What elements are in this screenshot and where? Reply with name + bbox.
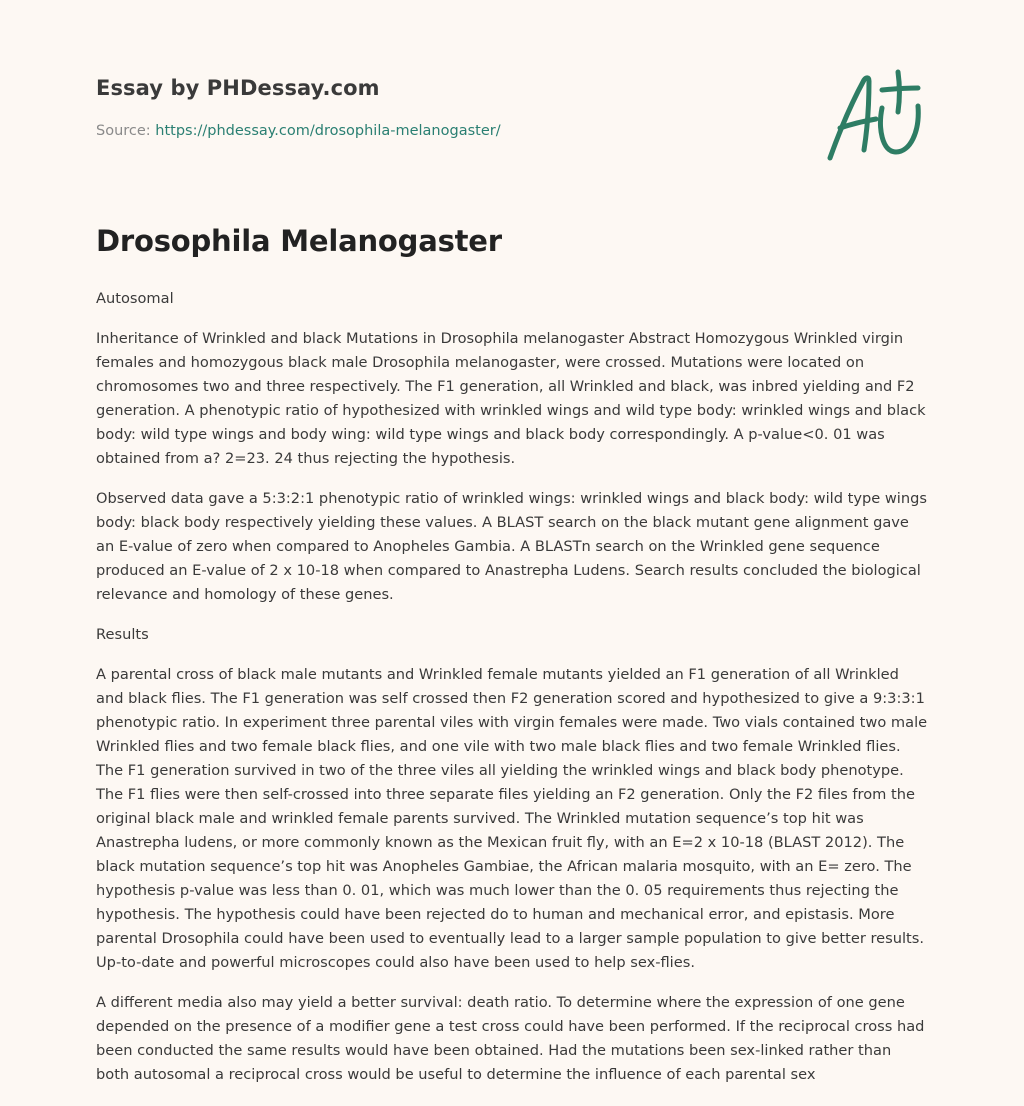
results-paragraph: A parental cross of black male mutants and Wrinkled female mutants yielded an F1 generation of all Wrinkled and black flies. The F1 generation was self crossed then F2 generation scored and hypothesized to give a 9:3:3:1 phenotypic ratio. In experiment three parental viles with virgin females were made. Two vials contained two male Wrinkled flies and two female black flies, and one vile with two male black flies and two female Wrinkled flies. The F1 generation survived in two of the three viles all yielding the wrinkled wings and black body phenotype. The F1 flies were then self-crossed into three separate files yielding an F2 generation. Only the F2 files from the original black male and wrinkled female parents survived. The Wrinkled mutation sequence’s top hit was Anastrepha ludens, or more commonly known as the Mexican fruit fly, with an E=2 x 10-18 (BLAST 2012). The black mutation sequence’s top hit was Anopheles Gambiae, the African malaria mosquito, with an E= zero. The hypothesis p-value was less than 0. 01, which was much lower than the 0. 05 requirements thus rejecting the hypothesis. The hypothesis could have been rejected do to human and mechanical error, and epistasis. More parental Drosophila could have been used to eventually lead to a larger sample population to give better results. Up-to-date and powerful microscopes could also have been used to help sex-flies. [96,666,928,971]
essay-body [96,287,928,1103]
logo-a-left-stroke [830,78,869,158]
observed-data-paragraph: Observed data gave a 5:3:2:1 phenotypic ratio of wrinkled wings: wrinkled wings and black body: wild type wings body: black body respectively yielding these values. A BLAST search on the black mutant gene alignment gave an E-value of zero when compared to Anopheles Gambia. A BLASTn search on the Wrinkled gene sequence produced an E-value of 2 x 10-18 when compared to Anastrepha Ludens. Search results concluded the biological relevance and homology of these genes. [96,490,927,603]
source-link[interactable]: https://phdessay.com/drosophila-melanogaster/ [155,123,501,139]
site-brand: Essay by PHDessay.com [96,76,380,100]
a-plus-grade-icon [822,68,926,164]
abstract-paragraph: Inheritance of Wrinkled and black Mutations in Drosophila melanogaster Abstract Homozygous Wrinkled virgin females and homozygous black male Drosophila melanogaster, were crossed. Mutations were located on chromosomes two and three respectively. The F1 generation, all Wrinkled and black, was inbred yielding and F2 generation. A phenotypic ratio of hypothesized with wrinkled wings and wild type body: wrinkled wings and black body: wild type wings and body wing: wild type wings and black body correspondingly. A p-value<0. 01 was obtained from a? 2=23. 24 thus rejecting the hypothesis. [96,330,926,467]
logo-plus-vertical [898,72,900,112]
section-label-results: Results [96,626,149,643]
essay-title: Drosophila Melanogaster [96,224,502,258]
discussion-paragraph: A different media also may yield a better survival: death ratio. To determine where the expression of one gene depended on the presence of a modifier gene a test cross could have been performed. If the reciprocal cross had been conducted the same results would have been obtained. Had the mutations been sex-linked rather than both autosomal a reciprocal cross would be useful to determine the influence of each parental sex [96,994,925,1083]
logo-plus-horizontal [882,88,918,90]
source-line [96,123,501,139]
section-label-autosomal: Autosomal [96,290,174,307]
source-label: Source: [96,123,156,139]
